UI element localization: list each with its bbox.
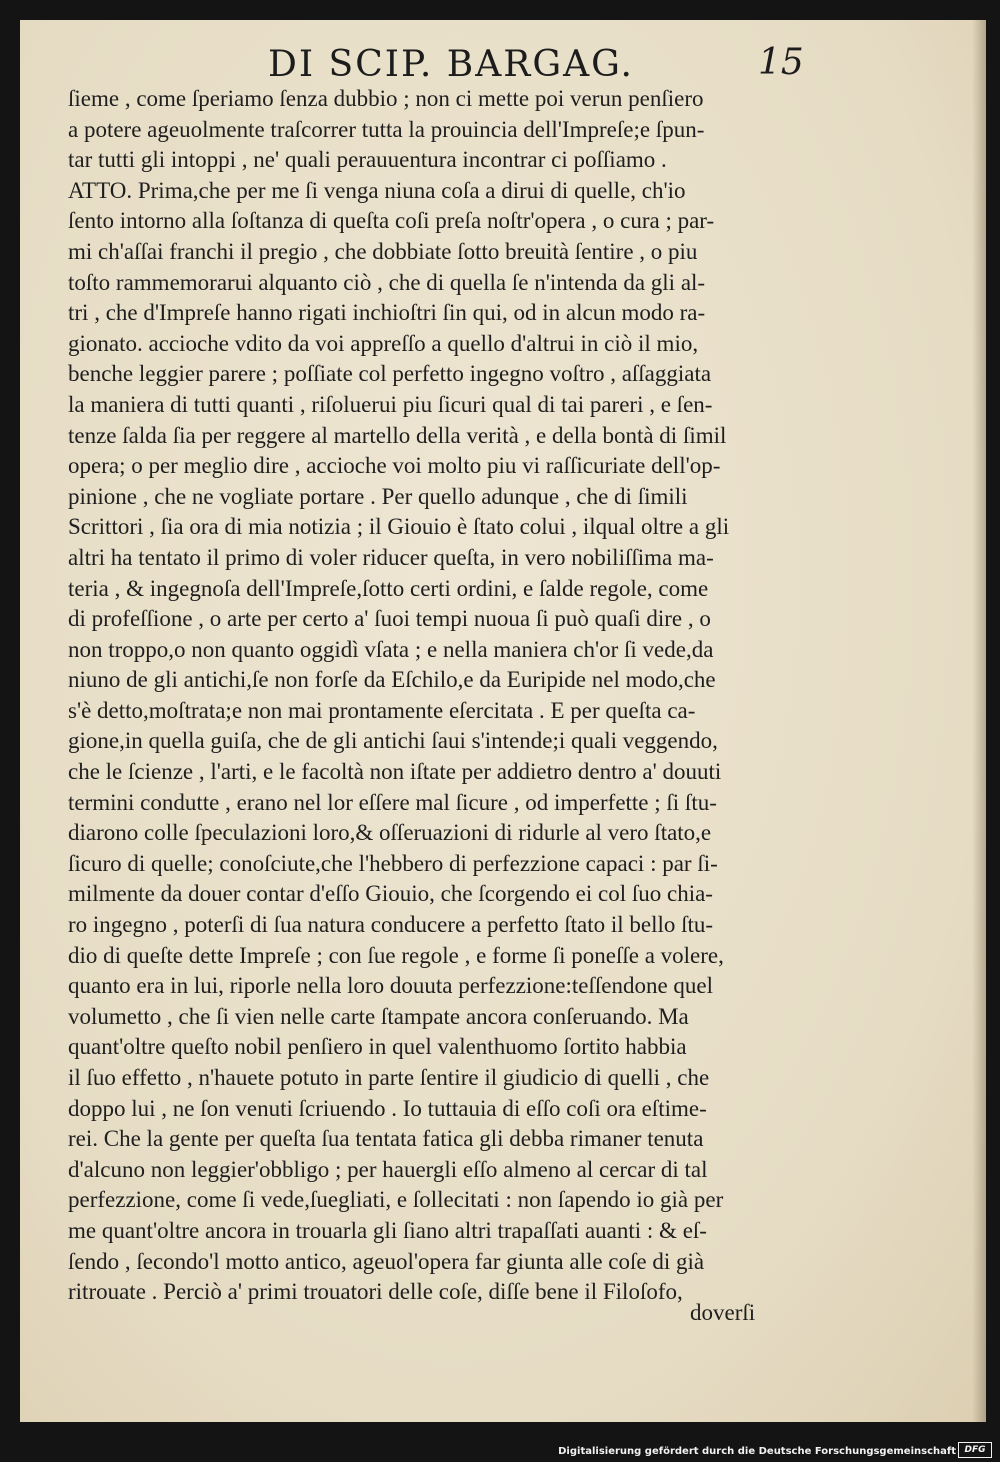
text-line: tri , che d'Impreſe hanno rigati inchioſtri ſin qui, od in alcun modo ra- xyxy=(68,300,706,326)
text-line: rei. Che la gente per queſta ſua tentata fatica gli debba rimaner tenuta xyxy=(68,1126,704,1152)
dfg-logo-icon: DFG xyxy=(958,1442,992,1458)
text-line: termini condutte , erano nel lor eſſere mal ſicure , od imperfette ; ſi ſtu- xyxy=(68,789,717,815)
text-line: ſendo , ſecondo'l motto antico, ageuol'opera far giunta alle coſe di già xyxy=(68,1248,705,1274)
text-line: perfezzione, come ſi vede,ſuegliati, e ſollecitati : non ſapendo io già per xyxy=(68,1187,724,1213)
text-line: il ſuo effetto , n'hauete potuto in parte ſentire il giudicio di quelli , che xyxy=(68,1065,710,1090)
text-line: milmente da douer contar d'eſſo Giouio, che ſcorgendo ei col ſuo chia- xyxy=(68,881,713,907)
text-line: che le ſcienze , l'arti, e le facoltà non iſtate per addietro dentro a' douuti xyxy=(68,759,722,785)
text-line: benche leggier parere ; poſſiate col perfetto ingegno voſtro , aſſaggiata xyxy=(68,361,712,387)
text-line: volumetto , che ſi vien nelle carte ſtampate ancora conſeruando. Ma xyxy=(68,1003,689,1029)
text-line: niuno de gli antichi,ſe non forſe da Eſchilo,e da Euripide nel modo,che xyxy=(68,667,716,693)
text-line: doppo lui , ne ſon venuti ſcriuendo . Io tuttauia di eſſo coſi ora eſtime- xyxy=(68,1095,707,1121)
text-line: la maniera di tutti quanti , riſoluerui piu ſicuri qual di tai pareri , e ſen- xyxy=(68,391,713,417)
page-edge-shadow xyxy=(972,20,986,1422)
text-line: Scrittori , ſia ora di mia notizia ; il Giouio è ſtato colui , ilqual oltre a gli xyxy=(68,514,730,540)
text-line: gionato. accioche vdito da voi appreſſo a quello d'altrui in ciò il mio, xyxy=(68,330,699,356)
page-number: 15 xyxy=(758,42,804,83)
text-line: di profeſſione , o arte per certo a' ſuoi tempi nuoua ſi può quaſi dire , o xyxy=(68,606,711,632)
text-line: toſto rammemorarui alquanto ciò , che di quella ſe n'intenda da gli al- xyxy=(68,269,706,295)
text-line: mi ch'aſſai franchi il pregio , che dobbiate ſotto breuità ſentire , o piu xyxy=(68,238,698,264)
text-line: gione,in quella guiſa, che de gli antichi ſaui s'intende;i quali veggendo, xyxy=(68,728,718,754)
book-page xyxy=(20,20,986,1422)
text-line: a potere ageuolmente traſcorrer tutta la prouincia dell'Impreſe;e ſpun- xyxy=(68,116,705,142)
text-line: ro ingegno , poterſi di ſua natura conducere a perfetto ſtato il bello ſtu- xyxy=(68,912,714,938)
catchword: doverſi xyxy=(690,1300,756,1325)
text-line: tenze ſalda ſia per reggere al martello della verità , e della bontà di ſimil xyxy=(68,422,727,448)
text-line: ſicuro di quelle; conoſciute,che l'hebbero di perfezzione capaci : par ſi- xyxy=(68,850,718,876)
text-line: teria , & ingegnoſa dell'Impreſe,ſotto certi ordini, e ſalde regole, come xyxy=(68,575,709,601)
text-line: s'è detto,moſtrata;e non mai prontamente eſercitata . E per queſta ca- xyxy=(68,697,696,723)
text-line: me quant'oltre ancora in trouarla gli ſiano altri trapaſſati auanti : & eſ- xyxy=(68,1217,707,1243)
text-line: quanto era in lui, riporle nella loro douuta perfezzione:teſſendone quel xyxy=(68,973,714,999)
text-line: ritrouate . Perciò a' primi trouatori delle coſe, diſſe bene il Filoſofo, xyxy=(68,1279,683,1305)
text-line: dio di queſte dette Impreſe ; con ſue regole , e forme ſi poneſſe a volere, xyxy=(68,942,724,968)
text-line: quant'oltre queſto nobil penſiero in quel valenthuomo ſortito habbia xyxy=(68,1034,687,1060)
footer-bar xyxy=(0,1440,1000,1462)
text-line: opera; o per meglio dire , accioche voi molto piu vi raſſicuriate dell'op- xyxy=(68,453,721,479)
body-text xyxy=(68,84,876,1308)
text-line: pinione , che ne vogliate portare . Per quello adunque , che di ſimili xyxy=(68,483,688,509)
text-line: diarono colle ſpeculazioni loro,& oſſeruazioni di ridurle al vero ſtato,e xyxy=(68,820,712,846)
text-line: ATTO. Prima,che per me ſi venga niuna coſa a dirui di quelle, ch'io xyxy=(68,177,686,203)
text-line: altri ha tentato il primo di voler riducer queſta, in vero nobiliſſima ma- xyxy=(68,544,714,570)
running-head: DI SCIP. BARGAG. xyxy=(268,44,635,85)
text-line: d'alcuno non leggier'obbligo ; per hauergli eſſo almeno al cercar di tal xyxy=(68,1156,708,1182)
text-line: ſieme , come ſperiamo ſenza dubbio ; non ci mette poi verun penſiero xyxy=(68,86,704,111)
text-line: ſento intorno alla ſoſtanza di queſta coſi preſa noſtr'opera , o cura ; par- xyxy=(68,208,715,234)
text-line: tar tutti gli intoppi , ne' quali perauuentura incontrar ci poſſiamo . xyxy=(68,147,667,173)
funding-credit: Digitalisierung gefördert durch die Deutsche Forschungsgemeinschaft xyxy=(558,1446,956,1457)
text-line: non troppo,o non quanto oggidì vſata ; e nella maniera ch'or ſi vede,da xyxy=(68,636,714,662)
